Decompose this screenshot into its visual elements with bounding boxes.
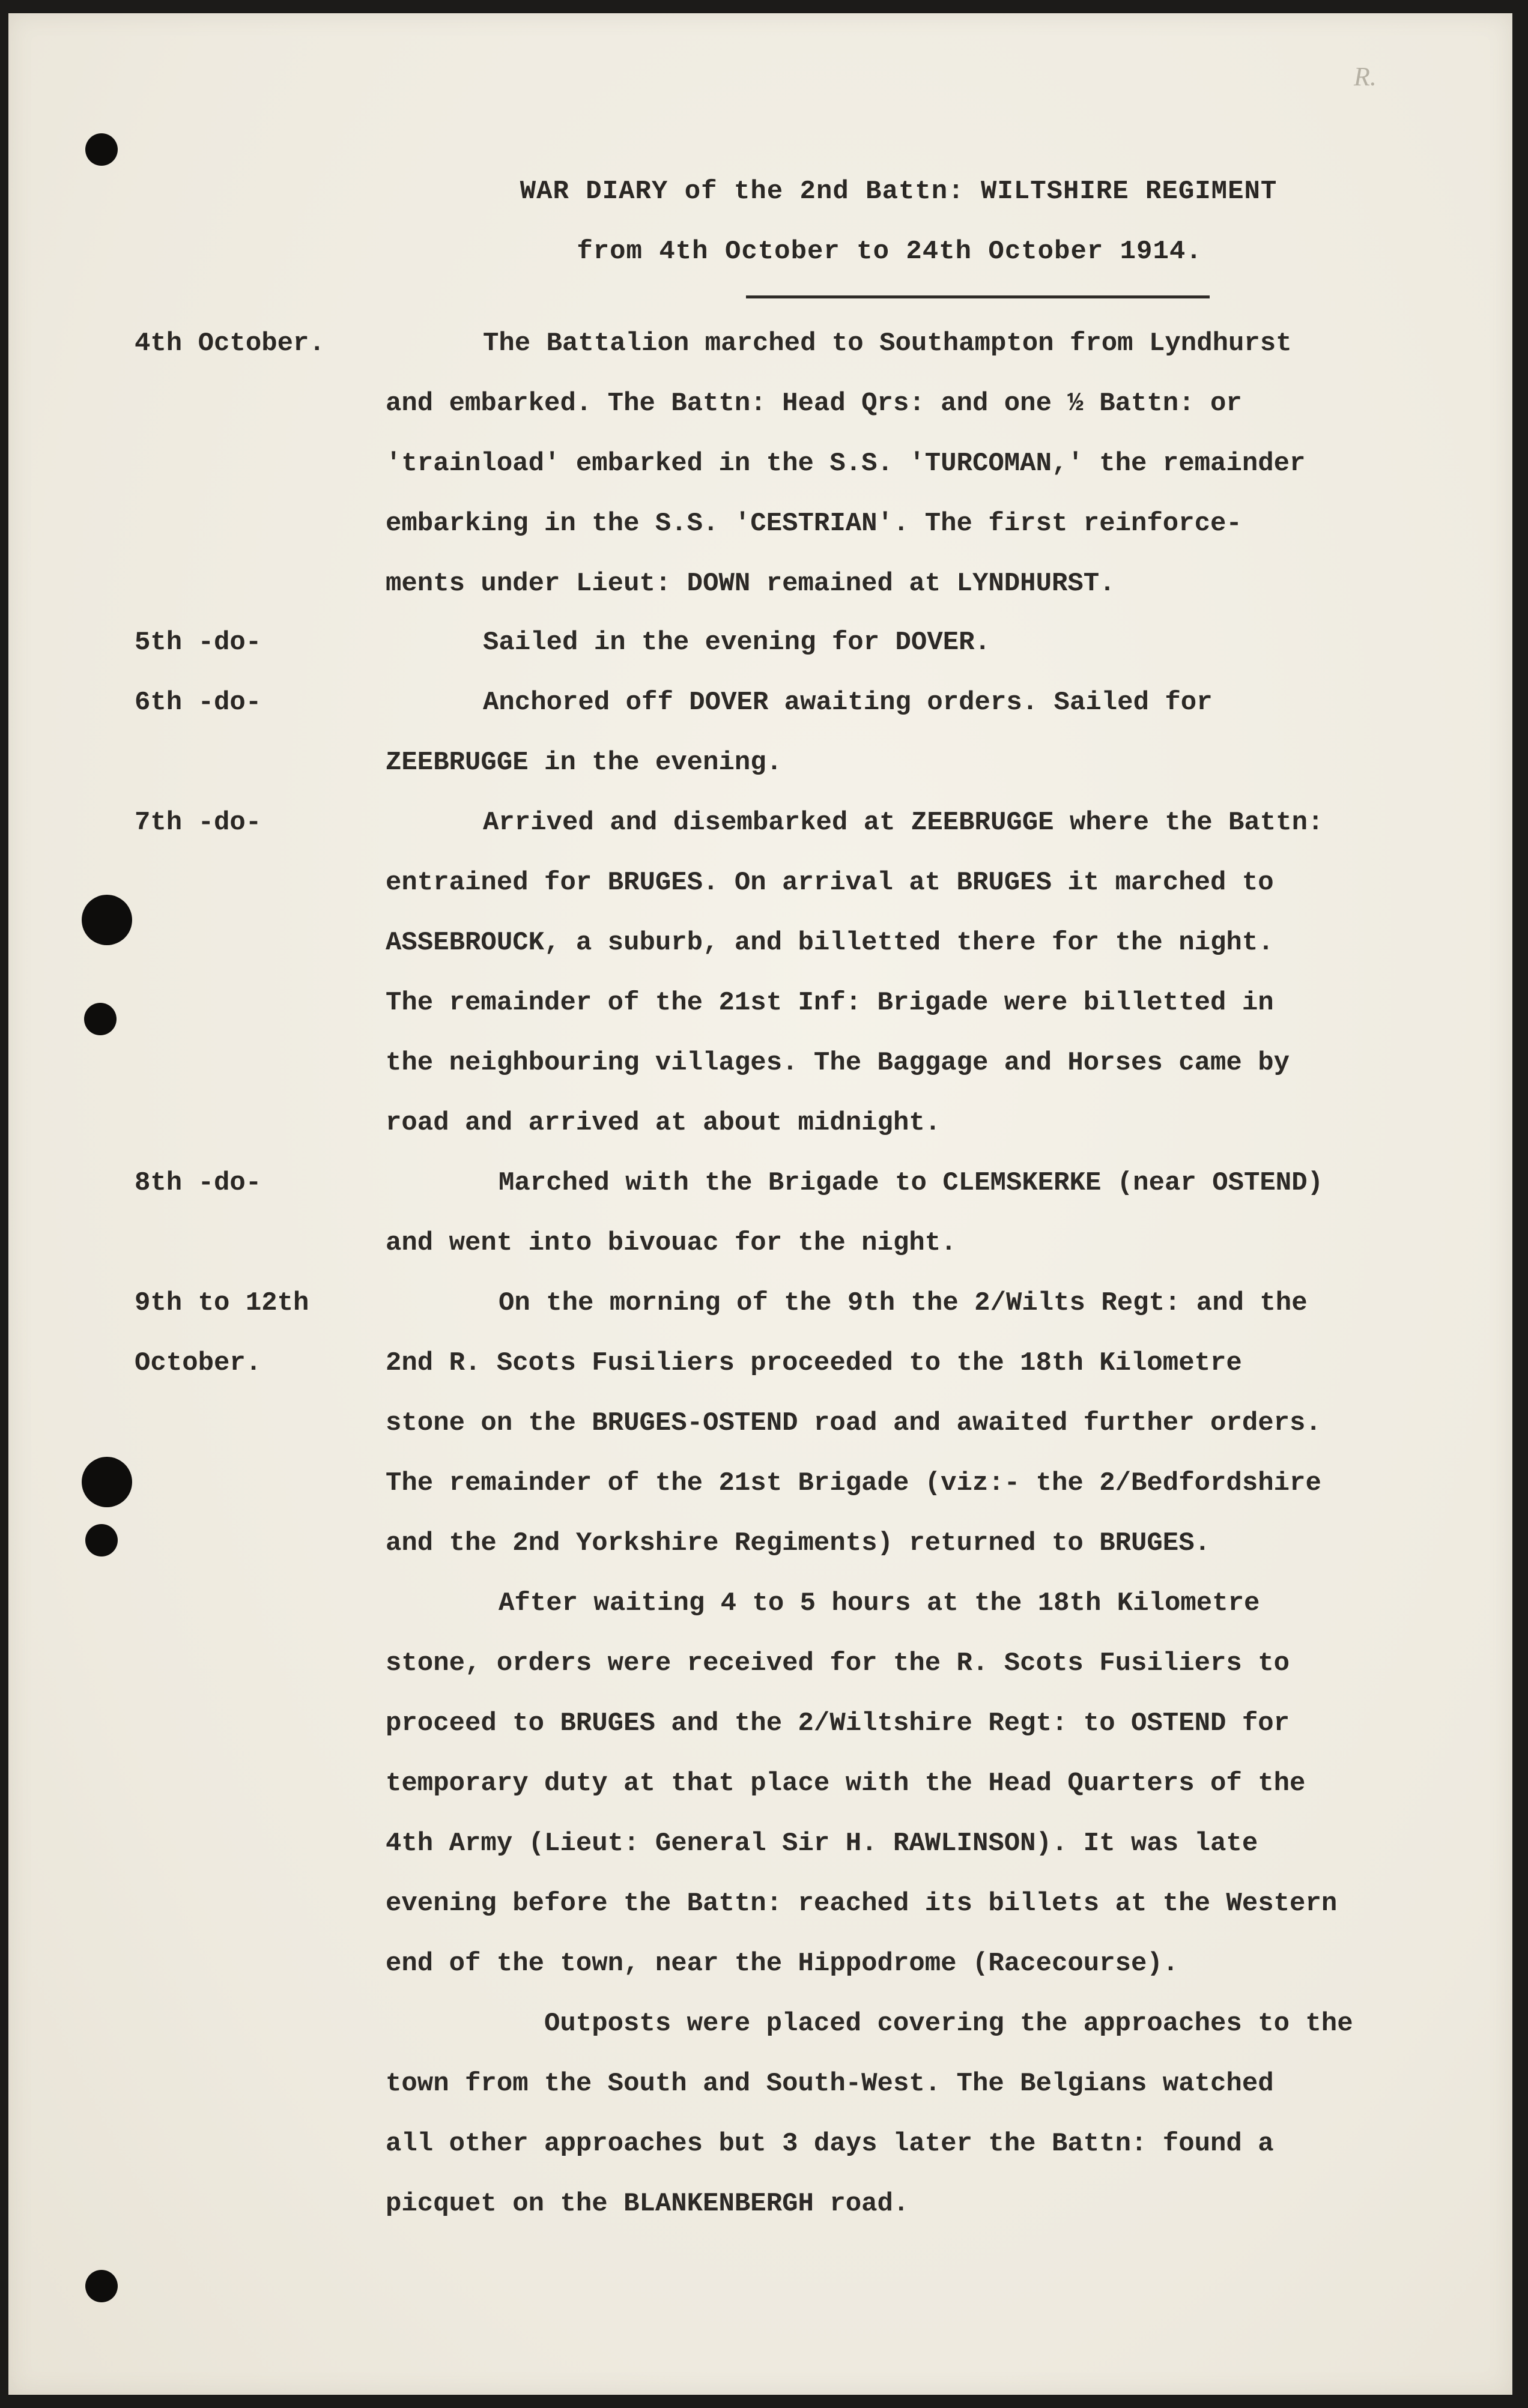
entry-line: and the 2nd Yorkshire Regiments) returned to BRUGES. <box>386 1528 1211 1558</box>
punch-hole <box>82 1457 132 1507</box>
entry-line: Sailed in the evening for DOVER. <box>483 628 990 658</box>
entry-line: end of the town, near the Hippodrome (Racecourse). <box>386 1949 1179 1979</box>
entry-date: 9th to 12th <box>135 1288 309 1318</box>
entry-line: The remainder of the 21st Brigade (viz:- the 2/Bedfordshire <box>386 1468 1321 1498</box>
entry-line: The Battalion marched to Southampton from Lyndhurst <box>483 328 1292 358</box>
entry-line: evening before the Battn: reached its billets at the Western <box>386 1889 1338 1919</box>
entry-line: stone on the BRUGES-OSTEND road and awaited further orders. <box>386 1408 1321 1438</box>
entry-line: the neighbouring villages. The Baggage and Horses came by <box>386 1048 1290 1078</box>
diary-page <box>8 13 1512 2395</box>
title-underline <box>746 295 1210 298</box>
entry-line: proceed to BRUGES and the 2/Wiltshire Regt: to OSTEND for <box>386 1708 1290 1738</box>
entry-line: The remainder of the 21st Inf: Brigade were billetted in <box>386 988 1274 1018</box>
entry-date: 8th -do- <box>135 1168 262 1198</box>
entry-line: entrained for BRUGES. On arrival at BRUGES it marched to <box>386 868 1274 898</box>
punch-hole <box>82 895 132 945</box>
entry-line: picquet on the BLANKENBERGH road. <box>386 2189 909 2219</box>
entry-line: temporary duty at that place with the Head Quarters of the <box>386 1768 1306 1798</box>
entry-line: 4th Army (Lieut: General Sir H. RAWLINSON). It was late <box>386 1829 1258 1859</box>
entry-date: 4th October. <box>135 328 325 358</box>
diary-date-range: from 4th October to 24th October 1914. <box>577 237 1202 267</box>
entry-line: After waiting 4 to 5 hours at the 18th Kilometre <box>499 1588 1260 1618</box>
entry-line: Outposts were placed covering the approaches to the <box>544 2009 1353 2039</box>
entry-line: ments under Lieut: DOWN remained at LYNDHURST. <box>386 569 1115 599</box>
entry-line: and went into bivouac for the night. <box>386 1228 957 1258</box>
entry-line: 2nd R. Scots Fusiliers proceeded to the 18th Kilometre <box>386 1348 1242 1378</box>
entry-line: 'trainload' embarked in the S.S. 'TURCOMAN,' the remainder <box>386 449 1306 479</box>
entry-date: October. <box>135 1348 262 1378</box>
entry-line: and embarked. The Battn: Head Qrs: and one ½ Battn: or <box>386 389 1242 419</box>
corner-annotation: R. <box>1354 62 1377 91</box>
punch-hole <box>85 2270 118 2302</box>
entry-line: embarking in the S.S. 'CESTRIAN'. The first reinforce- <box>386 509 1242 539</box>
entry-line: stone, orders were received for the R. Scots Fusiliers to <box>386 1648 1290 1678</box>
punch-hole <box>85 133 118 166</box>
diary-title: WAR DIARY of the 2nd Battn: WILTSHIRE REGIMENT <box>520 177 1278 207</box>
entry-line: all other approaches but 3 days later the Battn: found a <box>386 2129 1274 2159</box>
entry-line: Arrived and disembarked at ZEEBRUGGE where the Battn: <box>483 808 1324 838</box>
entry-date: 5th -do- <box>135 628 262 658</box>
punch-hole <box>84 1003 117 1035</box>
entry-date: 7th -do- <box>135 808 262 838</box>
entry-line: ASSEBROUCK, a suburb, and billetted there for the night. <box>386 928 1274 958</box>
entry-line: On the morning of the 9th the 2/Wilts Regt: and the <box>499 1288 1308 1318</box>
entry-line: Marched with the Brigade to CLEMSKERKE (near OSTEND) <box>499 1168 1324 1198</box>
entry-line: Anchored off DOVER awaiting orders. Sailed for <box>483 688 1213 718</box>
entry-line: ZEEBRUGGE in the evening. <box>386 748 783 778</box>
entry-line: town from the South and South-West. The Belgians watched <box>386 2069 1274 2099</box>
entry-date: 6th -do- <box>135 688 262 718</box>
entry-line: road and arrived at about midnight. <box>386 1108 941 1138</box>
punch-hole <box>85 1524 118 1556</box>
